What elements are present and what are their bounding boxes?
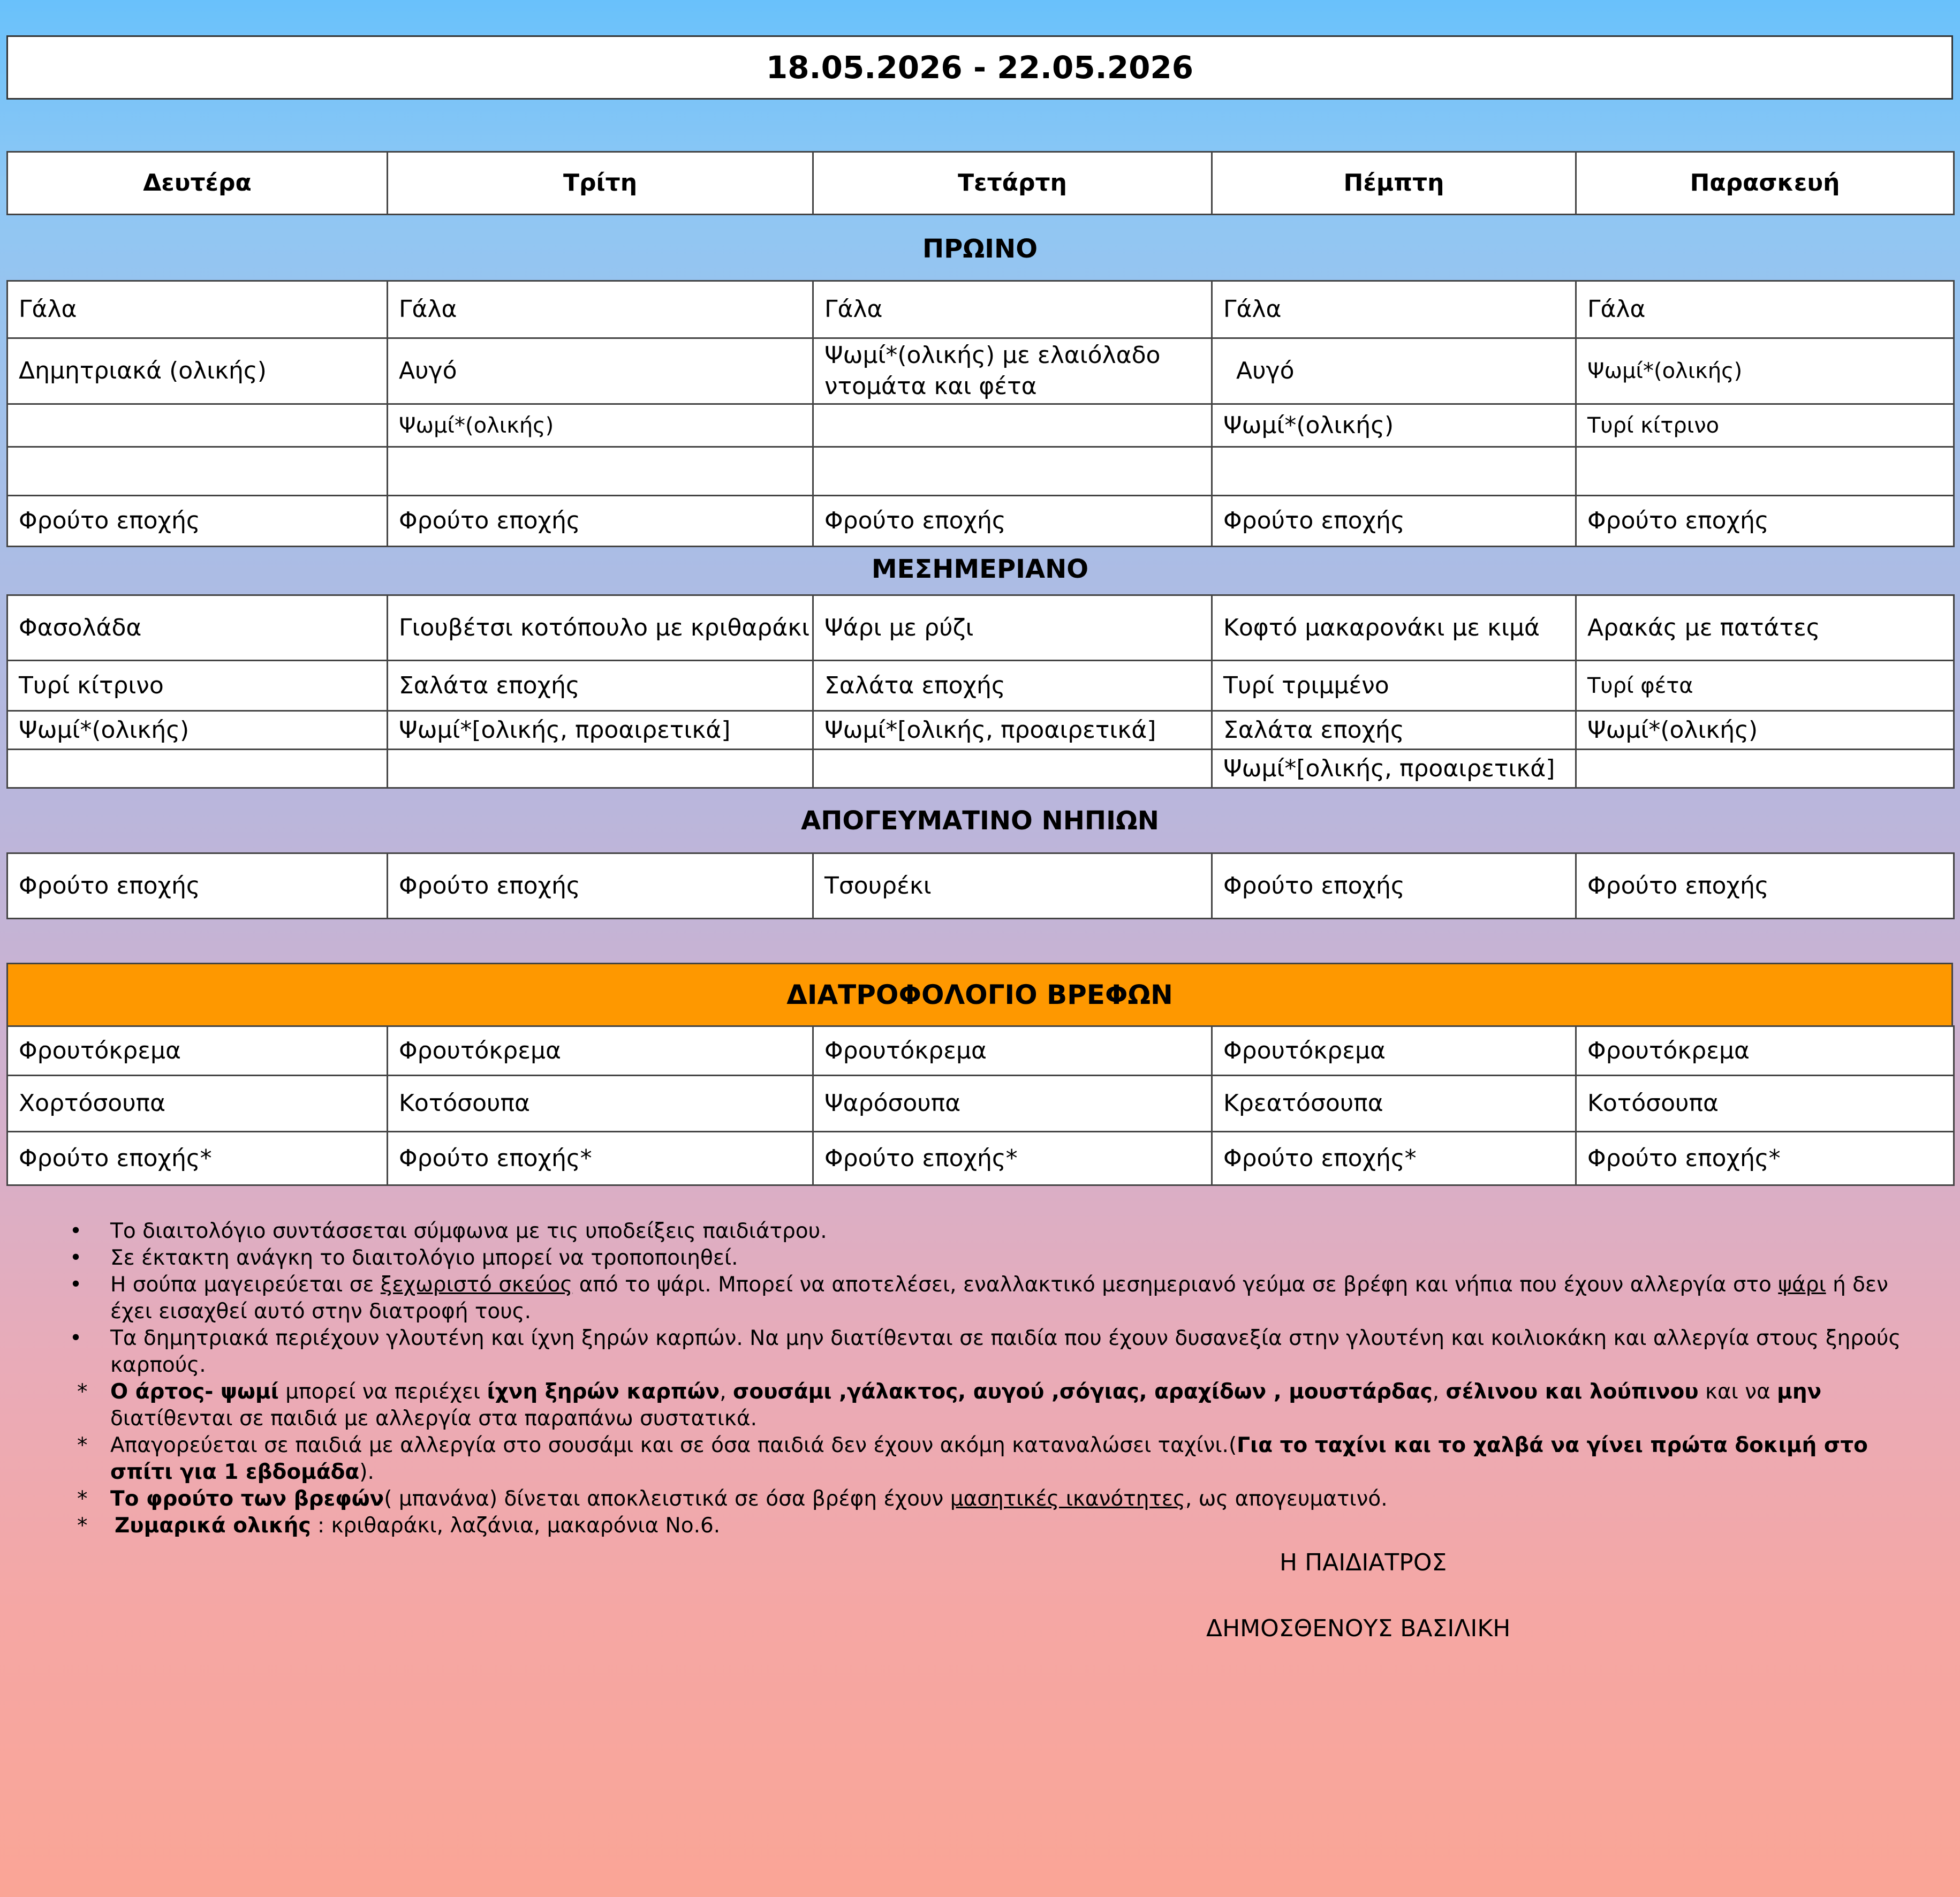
table-cell: Κοφτό μακαρονάκι με κιμά [1212, 595, 1576, 661]
table-cell: Σαλάτα εποχής [813, 661, 1212, 711]
table-cell: Φρούτο εποχής [1212, 853, 1576, 919]
table-cell [388, 750, 813, 788]
table-cell: Ψωμί*[ολικής, προαιρετικά] [388, 711, 813, 750]
table-cell: Ψωμί*(ολικής) [1212, 404, 1576, 447]
breakfast-section-title: ΠΡΩΙΝΟ [922, 234, 1038, 264]
day-wednesday: Τετάρτη [813, 152, 1212, 215]
list-item: * Ο άρτος- ψωμί μπορεί να περιέχει ίχνη ξηρών καρπών, σουσάμι ,γάλακτος, αυγού ,σόγιας, αραχίδων , μουστάρδας, σέλινου και λούπινου και να μην διατίθενται σε παιδιά με αλλεργία στα παραπάνω συστατικά. [77, 1380, 1822, 1431]
table-cell [7, 750, 388, 788]
table-cell: Φρούτο εποχής* [388, 1132, 813, 1185]
list-item: * Απαγορεύεται σε παιδιά με αλλεργία στο σουσάμι και σε όσα παιδιά δεν έχουν ακόμη καταναλώσει ταχίνι.(Για το ταχίνι και το χαλβά να γίνει πρώτα δοκιμή στο σπίτι για 1 εβδομάδα). [77, 1433, 1868, 1484]
table-cell: Φρουτόκρεμα [7, 1026, 388, 1076]
lunch-table [6, 594, 1955, 789]
lunch-section-title: ΜΕΣΗΜΕΡΙΑΝΟ [871, 554, 1089, 584]
day-friday: Παρασκευή [1576, 152, 1954, 215]
cell-line: ντομάτα και φέτα [824, 373, 1037, 400]
asterisk-icon: * [77, 1433, 88, 1457]
table-cell: Τυρί φέτα [1576, 661, 1954, 711]
table-cell: Ψωμί*(ολικής) [1576, 711, 1954, 750]
table-cell [7, 447, 388, 496]
table-cell: Φρούτο εποχής [1576, 853, 1954, 919]
infant-table [6, 1025, 1955, 1186]
list-item: • Το διαιτολόγιο συντάσσεται σύμφωνα με τις υποδείξεις παιδιάτρου. [70, 1218, 1906, 1245]
table-cell: Φρουτόκρεμα [1576, 1026, 1954, 1076]
table-cell: Σαλάτα εποχής [388, 661, 813, 711]
table-cell: Γάλα [1212, 281, 1576, 338]
table-cell [7, 404, 388, 447]
table-cell: Φρούτο εποχής [7, 496, 388, 547]
list-item: • Τα δημητριακά περιέχουν γλουτένη και ίχνη ξηρών καρπών. Να μην διατίθενται σε παιδία που έχουν δυσανεξία στην γλουτένη και κοιλιοκάκη και αλλεργία στους ξηρούς καρπούς. [70, 1326, 1901, 1377]
table-cell: Φρούτο εποχής [1576, 496, 1954, 547]
table-cell: Γιουβέτσι κοτόπουλο με κριθαράκι [388, 595, 813, 661]
table-cell: Φασολάδα [7, 595, 388, 661]
table-cell: Ψωμί*(ολικής) [388, 404, 813, 447]
table-cell: Γάλα [1576, 281, 1954, 338]
table-cell: Κοτόσουπα [388, 1076, 813, 1132]
table-cell: Αυγό [1212, 338, 1576, 404]
table-cell: Ψωμί*(ολικής) [1576, 338, 1954, 404]
table-cell: Ψωμί*[ολικής, προαιρετικά] [1212, 750, 1576, 788]
table-cell: Τυρί κίτρινο [7, 661, 388, 711]
table-cell: Σαλάτα εποχής [1212, 711, 1576, 750]
table-cell: Φρούτο εποχής [7, 853, 388, 919]
table-cell: Κοτόσουπα [1576, 1076, 1954, 1132]
list-item: • Η σούπα μαγειρεύεται σε ξεχωριστό σκεύος από το ψάρι. Μπορεί να αποτελέσει, εναλλακτικό μεσημεριανό γεύμα σε βρέφη και νήπια που έχουν αλλεργία στο ψάρι ή δεν έχει εισαχθεί αυτό στην διατροφή τους. [70, 1273, 1888, 1324]
table-cell: Ψωμί*[ολικής, προαιρετικά] [813, 711, 1212, 750]
table-cell: Ψαρόσουπα [813, 1076, 1212, 1132]
table-cell: Αυγό [388, 338, 813, 404]
table-cell [813, 447, 1212, 496]
bullet-dot-icon: • [70, 1219, 82, 1243]
day-monday: Δευτέρα [7, 152, 388, 215]
table-cell: Φρουτόκρεμα [1212, 1026, 1576, 1076]
table-cell: Φρούτο εποχής* [1212, 1132, 1576, 1185]
table-cell: Φρούτο εποχής [813, 496, 1212, 547]
table-cell [813, 338, 1212, 404]
list-item: • Σε έκτακτη ανάγκη το διαιτολόγιο μπορεί να τροποποιηθεί. [70, 1245, 1906, 1272]
table-cell: Αρακάς με πατάτες [1576, 595, 1954, 661]
table-cell: Γάλα [388, 281, 813, 338]
cell-line: Ψωμί*(ολικής) με ελαιόλαδο [824, 342, 1161, 369]
table-cell: Φρούτο εποχής* [813, 1132, 1212, 1185]
days-header-table [6, 151, 1955, 215]
notes-list [70, 1218, 1906, 1539]
table-cell: Φρούτο εποχής [1212, 496, 1576, 547]
infant-title: ΔΙΑΤΡΟΦΟΛΟΓΙΟ ΒΡΕΦΩΝ [786, 979, 1173, 1010]
table-cell [1212, 447, 1576, 496]
list-item: * Το φρούτο των βρεφών( μπανάνα) δίνεται αποκλειστικά σε όσα βρέφη έχουν μασητικές ικανότητες, ως απογευματινό. [70, 1486, 1906, 1513]
table-cell [1576, 750, 1954, 788]
signature-name: ΔΗΜΟΣΘΕΝΟΥΣ ΒΑΣΙΛΙΚΗ [1206, 1615, 1511, 1642]
table-cell: Τυρί κίτρινο [1576, 404, 1954, 447]
table-cell: Φρουτόκρεμα [813, 1026, 1212, 1076]
date-range: 18.05.2026 - 22.05.2026 [766, 49, 1194, 86]
breakfast-table [6, 280, 1955, 547]
table-cell [388, 447, 813, 496]
table-cell: Γάλα [7, 281, 388, 338]
table-cell: Φρούτο εποχής* [1576, 1132, 1954, 1185]
day-tuesday: Τρίτη [388, 152, 813, 215]
bullet-dot-icon: • [70, 1326, 82, 1350]
table-cell: Τσουρέκι [813, 853, 1212, 919]
asterisk-icon: * [77, 1380, 88, 1404]
table-cell: Ψάρι με ρύζι [813, 595, 1212, 661]
list-item: * Ζυμαρικά ολικής : κριθαράκι, λαζάνια, μακαρόνια Νο.6. [70, 1513, 1906, 1539]
date-range-header [6, 35, 1953, 100]
table-cell: Χορτόσουπα [7, 1076, 388, 1132]
bullet-dot-icon: • [70, 1246, 82, 1270]
table-cell: Φρούτο εποχής [388, 853, 813, 919]
table-cell: Φρούτο εποχής [388, 496, 813, 547]
table-cell: Τυρί τριμμένο [1212, 661, 1576, 711]
table-cell: Κρεατόσουπα [1212, 1076, 1576, 1132]
bullet-dot-icon: • [70, 1273, 82, 1297]
table-cell: Φρουτόκρεμα [388, 1026, 813, 1076]
asterisk-icon: * [77, 1487, 88, 1511]
signature-role: Η ΠΑΙΔΙΑΤΡΟΣ [1280, 1549, 1447, 1576]
table-cell [813, 750, 1212, 788]
day-thursday: Πέμπτη [1212, 152, 1576, 215]
table-cell: Γάλα [813, 281, 1212, 338]
table-cell: Δημητριακά (ολικής) [7, 338, 388, 404]
infant-section-title [6, 963, 1953, 1027]
asterisk-icon: * [77, 1514, 88, 1538]
afternoon-table [6, 852, 1955, 919]
table-cell: Ψωμί*(ολικής) [7, 711, 388, 750]
afternoon-section-title: ΑΠΟΓΕΥΜΑΤΙΝΟ ΝΗΠΙΩΝ [801, 806, 1159, 836]
table-cell [813, 404, 1212, 447]
table-cell: Φρούτο εποχής* [7, 1132, 388, 1185]
table-cell [1576, 447, 1954, 496]
